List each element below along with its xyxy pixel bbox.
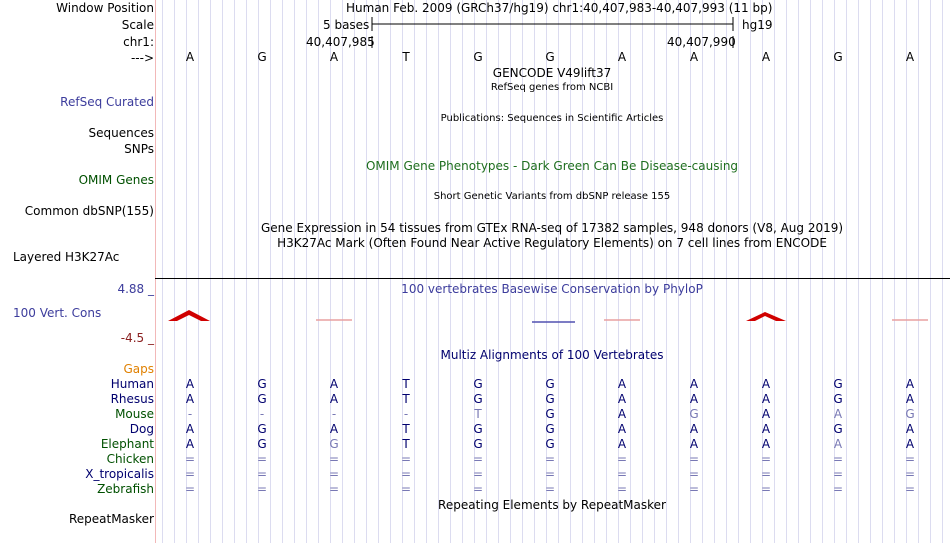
alignment-base: = [688,482,700,496]
alignment-base: A [689,377,699,391]
alignment-base: A [761,422,771,436]
alignment-base: G [905,407,915,421]
alignment-base: = [544,482,556,496]
gtex-title: Gene Expression in 54 tissues from GTEx RNA-seq of 17382 samples, 948 donors (V8, Aug 2019) [260,221,844,235]
h3k27ac-track-label[interactable]: Layered H3K27Ac [13,250,120,264]
alignment-base: = [184,482,196,496]
alignment-base: G [545,377,555,391]
h3k27ac-title: H3K27Ac Mark (Often Found Near Active Regulatory Elements) on 7 cell lines from ENCODE [277,236,827,250]
sequences-track-label[interactable]: Sequences [88,126,154,140]
alignment-base: G [833,422,843,436]
assembly-label: hg19 [742,18,773,32]
alignment-base: - [331,407,337,421]
alignment-base: = [904,482,916,496]
alignment-base: = [256,467,268,481]
alignment-base: G [257,437,267,451]
alignment-base: = [832,452,844,466]
multiz-title: Multiz Alignments of 100 Vertebrates [440,348,664,362]
alignment-base: = [328,452,340,466]
publications-title: Publications: Sequences in Scientific Articles [440,113,664,124]
scale-label: Scale [121,18,154,32]
alignment-base: G [545,437,555,451]
species-label-chicken[interactable]: Chicken [106,452,154,466]
gencode-title[interactable]: GENCODE V49lift37 [492,66,612,80]
species-label-rhesus[interactable]: Rhesus [110,392,154,406]
alignment-base: A [833,407,843,421]
reference-base: G [833,50,843,64]
omim-track-label[interactable]: OMIM Genes [78,173,154,187]
alignment-base: A [185,377,195,391]
alignment-base: A [761,437,771,451]
reference-base: G [257,50,267,64]
cons-min-label: -4.5 _ [120,331,154,345]
gaps-label: Gaps [123,362,154,376]
alignment-base: = [400,467,412,481]
alignment-base: A [617,377,627,391]
alignment-base: G [473,422,483,436]
alignment-base: T [402,392,410,406]
refseq-subtitle: RefSeq genes from NCBI [490,82,614,93]
alignment-base: = [832,482,844,496]
repeatmasker-title: Repeating Elements by RepeatMasker [438,498,666,512]
alignment-base: T [474,407,482,421]
alignment-base: G [689,407,699,421]
alignment-base: = [904,467,916,481]
species-label-mouse[interactable]: Mouse [115,407,154,421]
alignment-base: - [403,407,409,421]
alignment-base: A [617,437,627,451]
alignment-base: A [761,377,771,391]
window-position-text: Human Feb. 2009 (GRCh37/hg19) chr1:40,407,983-40,407,993 (11 bp) [346,1,773,15]
alignment-base: T [402,437,410,451]
alignment-base: = [832,467,844,481]
alignment-base: A [905,437,915,451]
alignment-base: G [545,392,555,406]
chr-label: chr1: [123,35,154,49]
phylop-title: 100 vertebrates Basewise Conservation by PhyloP [401,282,703,296]
alignment-base: = [616,467,628,481]
alignment-base: = [400,482,412,496]
alignment-base: = [328,482,340,496]
alignment-base: = [760,482,772,496]
alignment-base: = [472,452,484,466]
alignment-base: A [617,407,627,421]
window-position-label: Window Position [56,1,154,15]
alignment-base: = [544,467,556,481]
omim-phenotypes-title: OMIM Gene Phenotypes - Dark Green Can Be Disease-causing [365,159,739,173]
reference-base: G [545,50,555,64]
alignment-base: = [328,467,340,481]
reference-base: A [689,50,699,64]
scale-text: 5 bases [323,18,370,32]
reference-base: A [761,50,771,64]
alignment-base: G [473,392,483,406]
cons-track-label[interactable]: 100 Vert. Cons [13,306,102,320]
alignment-base: A [761,392,771,406]
alignment-base: A [617,392,627,406]
alignment-base: G [545,422,555,436]
reference-base: A [617,50,627,64]
dbsnp-track-label[interactable]: Common dbSNP(155) [24,204,154,218]
short-variants-title: Short Genetic Variants from dbSNP release 155 [433,191,671,202]
alignment-base: A [617,422,627,436]
alignment-base: = [688,452,700,466]
alignment-base: G [329,437,339,451]
alignment-base: = [688,467,700,481]
coord-right: 40,407,990 [667,35,736,49]
species-label-human[interactable]: Human [110,377,154,391]
alignment-base: A [689,392,699,406]
alignment-base: = [400,452,412,466]
snps-track-label[interactable]: SNPs [124,142,154,156]
species-label-zebrafish[interactable]: Zebrafish [97,482,154,496]
reference-base: A [185,50,195,64]
alignment-base: A [185,392,195,406]
alignment-base: = [184,452,196,466]
species-label-x_tropicalis[interactable]: X_tropicalis [85,467,154,481]
alignment-base: A [329,422,339,436]
alignment-base: = [256,482,268,496]
alignment-base: G [833,377,843,391]
alignment-base: = [184,467,196,481]
alignment-base: G [257,392,267,406]
alignment-base: T [402,377,410,391]
alignment-base: - [259,407,265,421]
alignment-base: A [905,422,915,436]
alignment-base: = [760,452,772,466]
coord-left: 40,407,985 [306,35,375,49]
species-label-dog[interactable]: Dog [129,422,154,436]
refseq-track-label[interactable]: RefSeq Curated [60,95,154,109]
alignment-base: A [329,377,339,391]
reference-base: G [473,50,483,64]
cons-peak-9 [746,312,786,321]
alignment-base: G [545,407,555,421]
reference-base: A [905,50,915,64]
alignment-base: A [905,392,915,406]
alignment-base: = [472,482,484,496]
alignment-base: A [329,392,339,406]
alignment-base: = [472,467,484,481]
cons-max-label: 4.88 _ [117,282,154,296]
alignment-base: = [904,452,916,466]
alignment-base: G [833,392,843,406]
alignment-base: G [473,437,483,451]
alignment-base: A [833,437,843,451]
alignment-base: A [761,407,771,421]
reference-base: T [402,50,410,64]
alignment-base: A [185,422,195,436]
alignment-base: A [185,437,195,451]
alignment-base: A [689,437,699,451]
repeatmasker-track-label[interactable]: RepeatMasker [68,512,154,526]
alignment-base: G [257,377,267,391]
alignment-base: = [760,467,772,481]
alignment-base: T [402,422,410,436]
alignment-base: - [187,407,193,421]
cons-peak-1 [168,310,210,321]
alignment-base: G [257,422,267,436]
alignment-base: = [616,452,628,466]
species-label-elephant[interactable]: Elephant [100,437,154,451]
reference-base: A [329,50,339,64]
strand-arrow-label[interactable]: ---> [130,51,154,65]
alignment-base: A [689,422,699,436]
alignment-base: G [473,377,483,391]
alignment-base: = [256,452,268,466]
alignment-base: A [905,377,915,391]
alignment-base: = [544,452,556,466]
alignment-base: = [616,482,628,496]
